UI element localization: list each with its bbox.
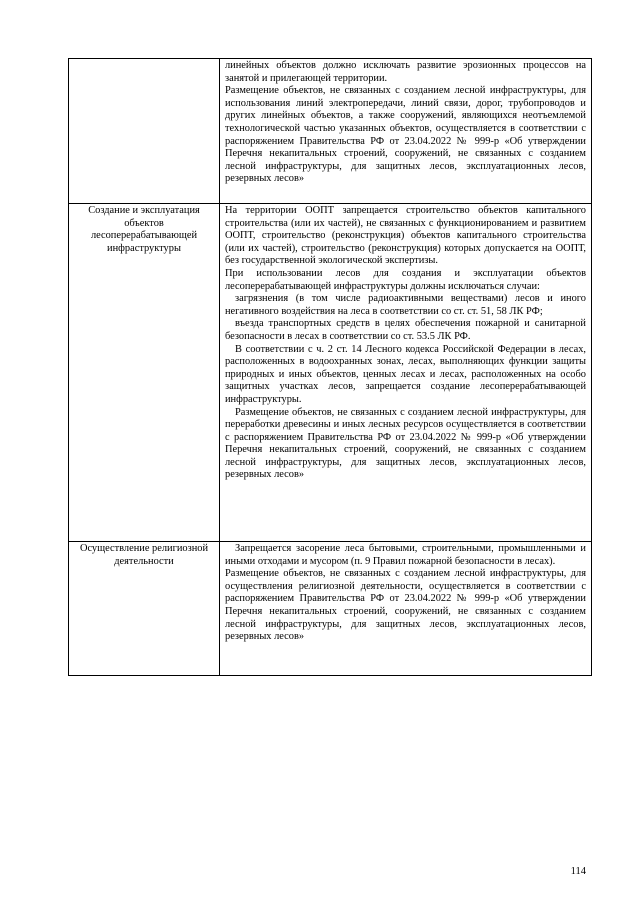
requirements-cell [220,59,592,204]
paragraph: Запрещается засорение леса бытовыми, строительными, промышленными и иными отходами и мусором (п. 9 Правил пожарной безопасности в лесах). [225,543,586,567]
activity-cell: Осуществление религиозной деятельности [69,542,220,676]
paragraph: Размещение объектов, не связанных с созданием лесной инфраструктуры, для переработки древесины и иных лесных ресурсов осуществляется в соответствии с распоряжением Правительства РФ от 23.04.2022 № 999-р «Об утверждении Перечня некапитальных строений, сооружений, не связанных с созданием лесной инфраструктуры, для защитных лесов, эксплуатационных лесов, резервных лесов» [225,406,586,481]
paragraph: Размещение объектов, не связанных с созданием лесной инфраструктуры, для осуществления религиозной деятельности, осуществляется в соответствии с распоряжением Правительства РФ от 23.04.2022 № 999-р «Об утверждении Перечня некапитальных строений, сооружений, не связанных с созданием лесной инфраструктуры, для защитных лесов, эксплуатационных лесов, резервных лесов» [225,568,586,643]
paragraph: загрязнения (в том числе радиоактивными веществами) лесов и иного негативного воздействия на леса в соответствии со ст. ст. 51, 58 ЛК РФ; [225,293,586,317]
table-row [69,59,592,204]
activity-cell [69,59,220,204]
activity-cell: Создание и эксплуатация объектов лесоперерабатывающей инфраструктуры [69,204,220,542]
paragraph: Размещение объектов, не связанных с созданием лесной инфраструктуры, для использования линий электропередачи, линий связи, дорог, трубопроводов и других линейных объектов, а также сооружений, являющихся неотъемлемой технологической частью указанных объектов, осуществляется в соответствии с распоряжением Правительства РФ от 23.04.2022 № 999-р «Об утверждении Перечня некапитальных строений, сооружений, не связанных с созданием лесной инфраструктуры, для защитных лесов, эксплуатационных лесов, резервных лесов» [225,85,586,185]
regulation-table [68,58,592,676]
requirements-cell [220,542,592,676]
paragraph: линейных объектов должно исключать развитие эрозионных процессов на занятой и прилегающей территории. [225,60,586,84]
table-row [69,542,592,676]
page-number: 114 [570,866,586,877]
paragraph: При использовании лесов для создания и эксплуатации объектов лесоперерабатывающей инфраструктуры должны исключаться случаи: [225,267,586,292]
table-row [69,204,592,542]
paragraph: На территории ООПТ запрещается строительство объектов капитального строительства (или их частей), не связанных с функционированием и развитием ООПТ, строительство (реконструкция) объектов капитального строительства (или их частей), строительство (реконструкция) которых допускается на ООПТ, без государственной экологической экспертизы. [225,205,586,267]
requirements-cell [220,204,592,542]
paragraph: В соответствии с ч. 2 ст. 14 Лесного кодекса Российской Федерации в лесах, расположенных в водоохранных зонах, лесах, выполняющих функции защиты природных и иных объектов, ценных лесах и лесах, расположенных на особо защитных участках лесов, запрещается создание лесоперерабатывающей инфраструктуры. [225,343,586,405]
paragraph: въезда транспортных средств в целях обеспечения пожарной и санитарной безопасности в лесах в соответствии со ст. 53.5 ЛК РФ. [225,318,586,342]
